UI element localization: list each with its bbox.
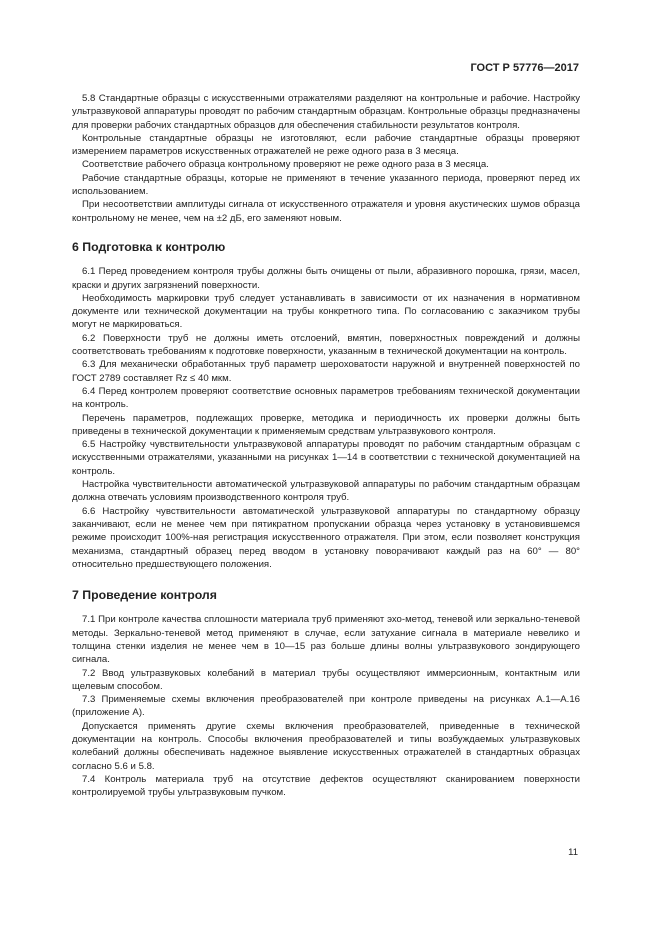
paragraph: 7.3 Применяемые схемы включения преобразователей при контроле приведены на рисунках А.1—А.16 (приложение А). xyxy=(72,694,580,719)
paragraph: Необходимость маркировки труб следует устанавливать в зависимости от их назначения в нормативном документе или технической документации на трубы конкретного типа. По согласованию с заказчиком трубы могут не маркироваться. xyxy=(72,292,580,331)
paragraph: 6.5 Настройку чувствительности ультразвуковой аппаратуры проводят по рабочим стандартным образцам с искусственными отражателями, указанными на рисунках 1—14 в соответствии с технической документацией на контроль. xyxy=(72,439,580,477)
paragraph: 6.3 Для механически обработанных труб параметр шероховатости наружной и внутренней поверхностей по ГОСТ 2789 составляет Rz ≤ 40 мкм. xyxy=(72,359,580,384)
page-number: 11 xyxy=(568,847,578,858)
paragraph: Настройка чувствительности автоматической ультразвуковой аппаратуры по рабочим стандартным образцам должна отвечать условиям производственного контроля труб. xyxy=(72,479,580,504)
paragraph: 6.2 Поверхности труб не должны иметь отслоений, вмятин, поверхностных повреждений и должны соответствовать требованиям к подготовке поверхности, указанным в технической документации на контроль. xyxy=(72,332,580,358)
paragraph: Контрольные стандартные образцы не изготовляют, если рабочие стандартные образцы проверяют измерением параметров искусственных отражателей не реже одного раза в 3 месяца. xyxy=(72,132,580,158)
paragraph: 7.1 При контроле качества сплошности материала труб применяют эхо-метод, теневой или зеркально-теневой методы. Зеркально-теневой метод применяют в случае, если затухание сигнала в материале невелико и толщина стенки изделия не менее чем в 10—15 раз больше длины волны ультразвукового зондирующего сигнала. xyxy=(72,614,580,666)
document-id: ГОСТ Р 57776—2017 xyxy=(470,62,579,74)
paragraph: 6.4 Перед контролем проверяют соответствие основных параметров требованиям технической документации на контроль. xyxy=(72,385,580,411)
paragraph: 5.8 Стандартные образцы с искусственными отражателями разделяют на контрольные и рабочие. Настройку ультразвуковой аппаратуры проводят по рабочим стандартным образцам. Контрольные образцы предназначены для проверки рабочих стандартных образцов для обеспечения стабильности результатов контроля. xyxy=(72,93,580,131)
paragraph: Допускается применять другие схемы включения преобразователей, приведенные в технической документации на контроль. Способы включения преобразователей и типы возбуждаемых ультразвуковых колебаний должны обеспечивать надежное выявление искусственных отражателей в стандартных образцах согласно 5.6 и 5.8. xyxy=(72,720,580,772)
paragraph: 7.4 Контроль материала труб на отсутствие дефектов осуществляют сканированием поверхности контролируемой трубы ультразвуковым пучком. xyxy=(72,773,580,799)
page-content xyxy=(72,92,580,800)
paragraph: 7.2 Ввод ультразвуковых колебаний в материал трубы осуществляют иммерсионным, контактным или щелевым способом. xyxy=(72,667,580,692)
paragraph: 6.6 Настройку чувствительности автоматической ультразвуковой аппаратуры по стандартному образцу заканчивают, если не менее чем при пятикратном пропускании образца через установку в установившемся режиме происходит 100%-ная регистрация искусственного отражателя. При этом, если позволяет конструкция механизма, стандартный образец перед вводом в установку поворачивают каждый раз на 60° — 80° относительно предшествующего положения. xyxy=(72,505,580,570)
section-heading-7: 7 Проведение контроля xyxy=(72,588,217,603)
section-heading-6: 6 Подготовка к контролю xyxy=(72,239,226,254)
paragraph: Перечень параметров, подлежащих проверке, методика и периодичность их проверки должны быть приведены в технической документации к применяемым средствам ультразвукового контроля. xyxy=(72,412,580,437)
paragraph: Соответствие рабочего образца контрольному проверяют не реже одного раза в 3 месяца. xyxy=(82,159,489,171)
paragraph: 6.1 Перед проведением контроля трубы должны быть очищены от пыли, абразивного порошка, грязи, масел, краски и других загрязнений поверхности. xyxy=(72,266,580,291)
paragraph: При несоответствии амплитуды сигнала от искусственного отражателя и уровня акустических шумов образца контрольному не менее, чем на ±2 дБ, его заменяют новым. xyxy=(72,199,580,224)
paragraph: Рабочие стандартные образцы, которые не применяют в течение указанного периода, проверяют перед их использованием. xyxy=(72,172,580,198)
